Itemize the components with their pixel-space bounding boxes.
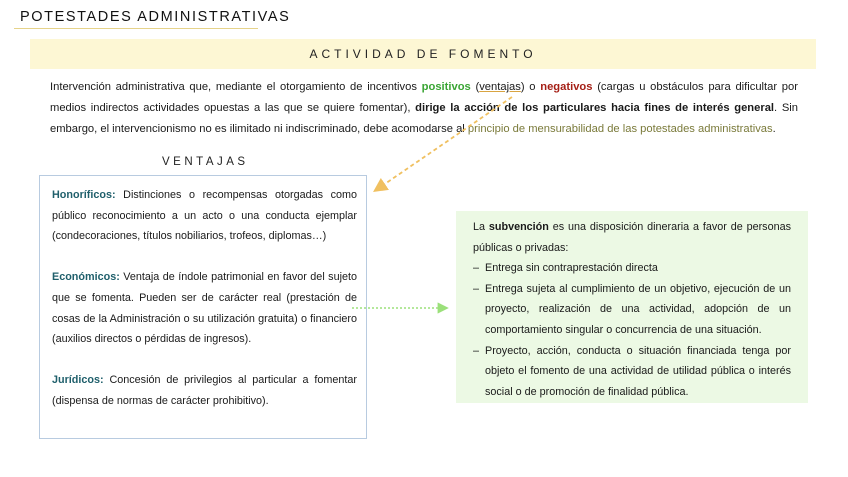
positive-term: positivos <box>421 81 471 93</box>
intro-emphasis: dirige la acción de los particulares hacia fines de interés general <box>415 102 775 114</box>
list-item: – Entrega sujeta al cumplimiento de un objetivo, ejecución de un proyecto, realización de una actividad, adopción de un comportamiento singular o concurrencia de una situación. <box>473 279 791 341</box>
page-title: POTESTADES ADMINISTRATIVAS <box>20 9 291 25</box>
list-item: – Entrega sin contraprestación directa <box>473 258 791 279</box>
principle-term: principio de mensurabilidad de las potestades administrativas <box>467 123 773 135</box>
ventaja-text: Concesión de privilegios al particular a fomentar (dispensa de normas de carácter prohibitivo). <box>52 374 357 407</box>
subvencion-text: La <box>473 221 489 233</box>
negative-term: negativos <box>540 81 593 93</box>
intro-text: (cargas u obstáculos para dificultar por medios indirectos actividades opuestas a las que se quiere fomentar), <box>50 81 798 114</box>
ventaja-label: Jurídicos: <box>52 374 104 387</box>
ventaja-label: Honoríficos: <box>52 189 116 201</box>
subvencion-term: subvención <box>488 221 549 233</box>
ventajas-arrow <box>376 97 512 190</box>
ventajas-heading: VENTAJAS <box>162 156 249 168</box>
ventaja-label: Económicos: <box>52 271 120 284</box>
list-item: – Proyecto, acción, conducta o situación financiada tenga por objeto el fomento de una actividad de utilidad pública o interés social o de promoción de finalidad pública. <box>473 341 791 403</box>
intro-text: . <box>772 123 776 135</box>
intro-text: Intervención administrativa que, mediante el otorgamiento de incentivos <box>50 81 422 93</box>
banner-title: ACTIVIDAD DE FOMENTO <box>309 47 537 61</box>
intro-text: . Sin embargo, el intervencionismo no es ilimitado ni indiscriminado, debe acomodarse al <box>50 102 798 135</box>
ventaja-text: Ventaja de índole patrimonial en favor del sujeto que se fomenta. Pueden ser de carácter real (prestación de cosas de la Administración o su utilización gratuita) o financiero (auxilios directos o pérdidas de ingresos). <box>52 271 357 346</box>
intro-text: ) o <box>520 81 541 93</box>
intro-text: ( <box>470 81 480 93</box>
ventajas-term: ventajas <box>479 81 521 93</box>
subvencion-text: es una disposición dineraria a favor de personas públicas o privadas: <box>473 221 791 254</box>
ventaja-text: Distinciones o recompensas otorgadas como público reconocimiento a un acto o una conducta ejemplar (condecoraciones, títulos nobiliarios, trofeos, diplomas…) <box>52 189 357 243</box>
